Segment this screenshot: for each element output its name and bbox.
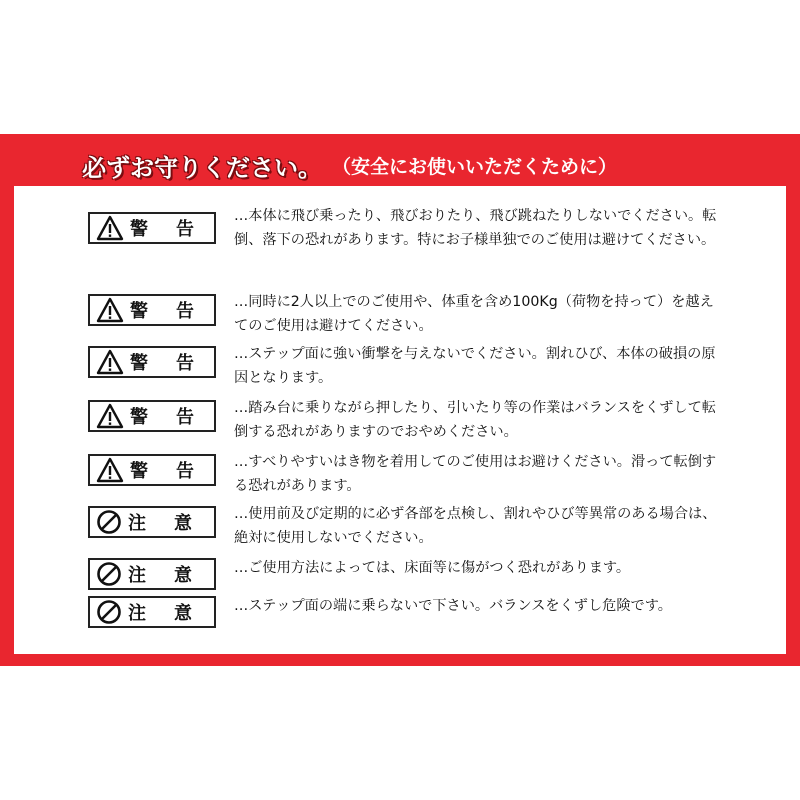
notice-title: 必ずお守りください。 [82, 153, 322, 182]
label-text: 注意 [128, 513, 220, 534]
notice-text: …ご使用方法によっては、床面等に傷がつく恐れがあります。 [234, 560, 631, 576]
warning-triangle-icon [96, 456, 124, 484]
notice-text: …ステップ面の端に乗らないで下さい。バランスをくずし危険です。 [234, 598, 672, 614]
label-text: 注意 [128, 603, 220, 624]
prohibition-icon [96, 560, 122, 588]
notice-text: …本体に飛び乗ったり、飛びおりたり、飛び跳ねたりしないでください。転倒、落下の恐れがあります。特にお子様単独でのご使用は避けてください。 [234, 208, 717, 248]
warning-label [88, 400, 222, 432]
warning-triangle-icon [96, 348, 124, 376]
notice-text: …踏み台に乗りながら押したり、引いたり等の作業はバランスをくずして転倒する恐れがありますのでおやめください。 [234, 400, 716, 440]
label-text: 警告 [130, 461, 222, 482]
notice-text: …ステップ面に強い衝撃を与えないでください。割れひび、本体の破損の原因となります。 [234, 346, 716, 386]
prohibition-icon [96, 598, 122, 626]
caution-label [88, 596, 220, 628]
warning-label [88, 454, 222, 486]
notice-text: …同時に2人以上でのご使用や、体重を含め100Kg（荷物を持って）を越えてのご使用は避けてください。 [234, 294, 714, 334]
notice-subtitle: （安全にお使いいただくために） [332, 155, 618, 178]
label-text: 警告 [130, 301, 222, 322]
warning-triangle-icon [96, 214, 124, 242]
warning-triangle-icon [96, 402, 124, 430]
notice-text: …すべりやすいはき物を着用してのご使用はお避けください。滑って転倒する恐れがあります。 [234, 454, 717, 494]
notice-header [82, 148, 617, 182]
label-text: 警告 [130, 219, 222, 240]
notice-panel [0, 134, 800, 666]
warning-label [88, 294, 222, 326]
notice-text: …使用前及び定期的に必ず各部を点検し、割れやひび等異常のある場合は、絶対に使用しないでください。 [234, 506, 717, 546]
caution-label [88, 558, 220, 590]
label-text: 警告 [130, 407, 222, 428]
warning-triangle-icon [96, 296, 124, 324]
caution-label [88, 506, 220, 538]
warning-label [88, 212, 222, 244]
notice-body [14, 186, 786, 654]
label-text: 警告 [130, 353, 222, 374]
prohibition-icon [96, 508, 122, 536]
warning-label [88, 346, 222, 378]
label-text: 注意 [128, 565, 220, 586]
